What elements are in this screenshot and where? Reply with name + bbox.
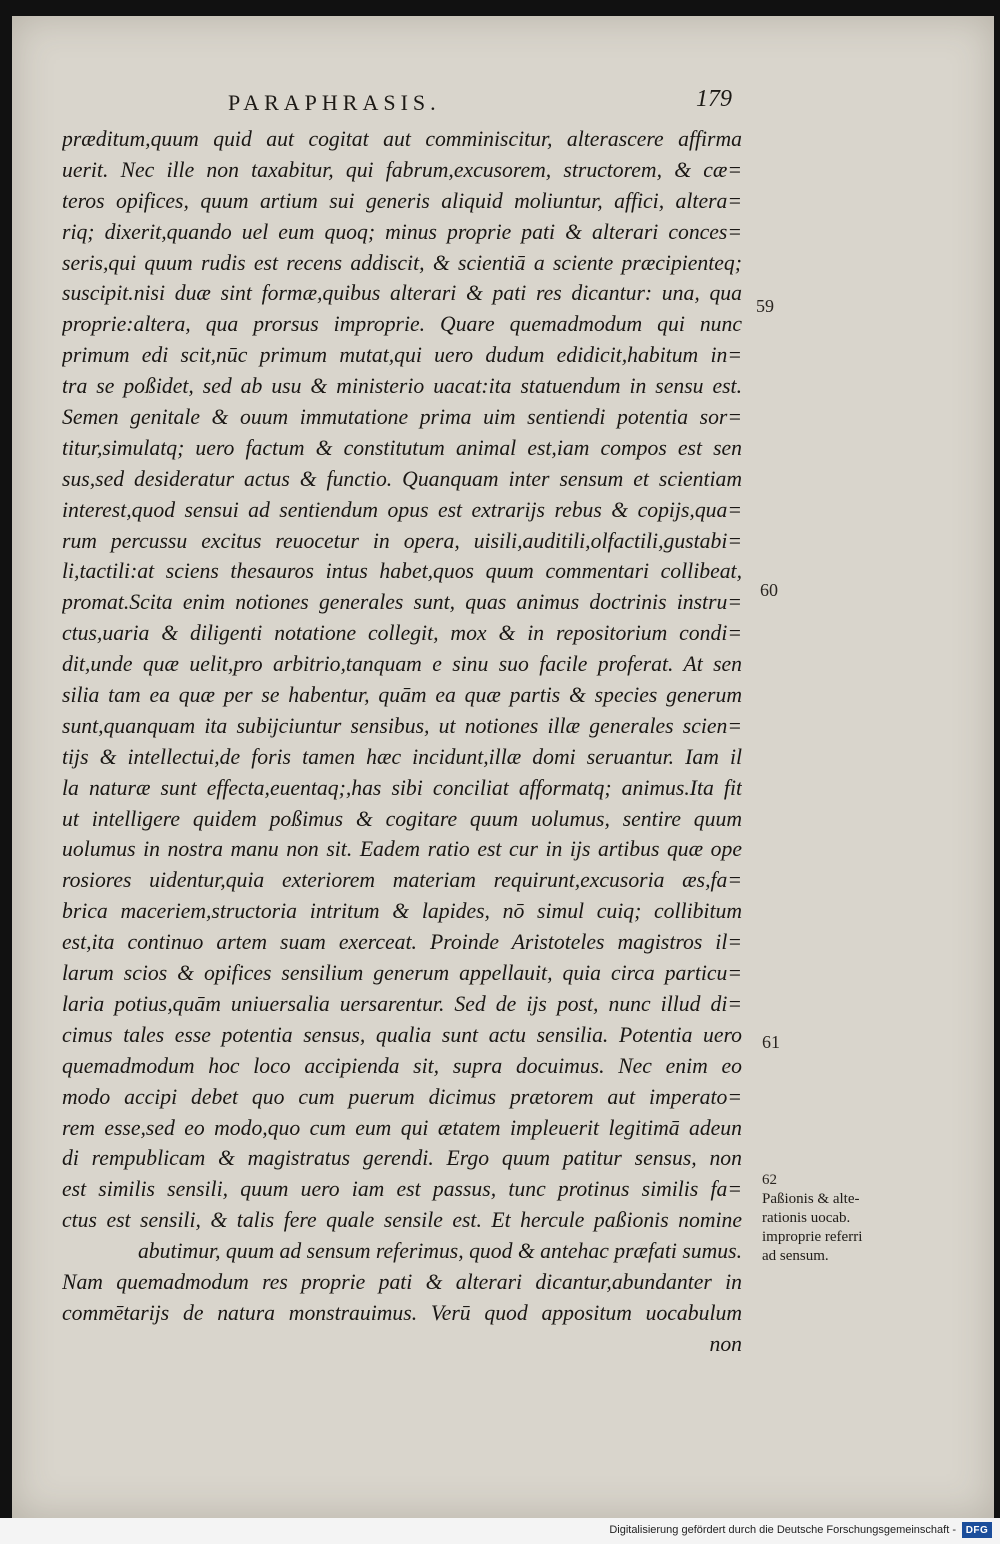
text-line: rem esse,sed eo modo,quo cum eum qui ætatem impleuerit legitimā adeun [62,1115,742,1140]
text-line: tijs & intellectui,de foris tamen hæc incidunt,illæ domi seruantur. Iam il [62,744,742,769]
text-line: li,tactili:at sciens thesauros intus habet,quos quum commentari collibeat, [62,559,742,584]
text-line: cimus tales esse potentia sensus, qualia sunt actu sensilia. Potentia uero [62,1022,742,1047]
text-line: riq; dixerit,quando uel eum quoq; minus proprie pati & alterari conces= [62,219,742,244]
text-line: est,ita continuo artem suam exerceat. Proinde Aristoteles magistros il= [62,930,742,955]
text-line: seris,qui quum rudis est recens addiscit, & scientiā a sciente præcipienteq; [62,250,742,275]
text-line: interest,quod sensui ad sentiendum opus est extrarijs rebus & copijs,qua= [62,497,742,522]
text-line: præditum,quum quid aut cogitat aut comminiscitur, alterascere affirma [62,127,742,151]
text-line: larum scios & opifices sensilium generum appellauit, quia circa particu= [62,961,742,986]
text-line: rum percussu excitus reuocetur in opera, uisili,auditili,olfactili,gustabi= [62,528,742,553]
margin-note-line: ad sensum. [762,1248,829,1264]
margin-number: 62 [762,1172,777,1188]
text-line: brica maceriem,structoria intritum & lapides, nō simul cuiq; collibitum [62,899,742,924]
text-line: commētarijs de natura monstrauimus. Verū quod appositum uocabulum [62,1300,742,1325]
margin-note-line: rationis uocab. [762,1210,851,1226]
text-line: modo accipi debet quo cum puerum dicimus prætorem aut imperato= [62,1084,742,1109]
text-line: teros opifices, quum artium sui generis aliquid moliuntur, affici, altera= [62,188,742,213]
margin-note-line: Paßionis & alte- [762,1191,860,1207]
text-line: Nam quemadmodum res proprie pati & alterari dicantur,abundanter in [62,1269,742,1294]
text-line: sus,sed desideratur actus & functio. Quanquam inter sensum et scientiam [62,466,742,491]
text-line: silia tam ea quæ per se habentur, quām ea quæ partis & species generum [62,683,742,708]
text-line: promat.Scita enim notiones generales sunt, quas animus doctrinis instru= [62,590,742,615]
text-line: ut intelligere quidem poßimus & cogitare quum uolumus, sentire quum [62,806,742,831]
body-text [62,124,742,1360]
text-line: sunt,quanquam ita subijciuntur sensibus, ut notiones illæ generales scien= [62,713,742,738]
text-line: uerit. Nec ille non taxabitur, qui fabrum,excusorem, structorem, & cæ= [62,157,742,182]
text-line: abutimur, quum ad sensum referimus, quod & antehac præfati sumus. [137,1239,742,1264]
text-line: titur,simulatq; uero factum & constitutum animal est,iam compos est sen [62,435,742,460]
margin-number: 59 [756,296,774,316]
text-line: Semen genitale & ouum immutatione prima uim sentiendi potentia sor= [62,405,742,430]
margin-note-line: improprie referri [762,1229,863,1245]
text-line: di rempublicam & magistratus gerendi. Ergo quum patitur sensus, non [62,1146,742,1171]
text-line: primum edi scit,nūc primum mutat,qui uero dudum edidicit,habitum in= [62,343,742,368]
text-line: dit,unde quæ uelit,pro arbitrio,tanquam e sinu suo facile proferat. At sen [62,652,742,677]
text-line: rosiores uidentur,quia exteriorem materiam requirunt,excusoria æs,fa= [62,868,742,893]
page-number: 179 [696,86,732,112]
text-line: laria potius,quām uniuersalia uersarentur. Sed de ijs post, nunc illud di= [62,991,742,1016]
text-line: la naturæ sunt effecta,euentaq;,has sibi conciliat afformatq; animus.Ita fit [62,775,742,800]
dfg-logo: DFG [962,1522,992,1538]
text-line: suscipit.nisi duæ sint formæ,quibus alterari & pati res dicantur: una, qua [62,281,742,306]
text-line: uolumus in nostra manu non sit. Eadem ratio est cur in ijs artibus quæ ope [62,837,742,862]
text-line: ctus,uaria & diligenti notatione collegit, mox & in repositorium condi= [62,621,742,646]
text-line: quemadmodum hoc loco accipienda sit, supra docuimus. Nec enim eo [62,1053,742,1078]
margin-number: 60 [760,580,778,600]
text-line: tra se poßidet, sed ab usu & ministerio uacat:ita statuendum in sensu est. [62,374,742,399]
text-line: est similis sensili, quum uero iam est passus, tunc protinus similis fa= [62,1177,742,1202]
text-line: non [709,1331,742,1356]
margin-number: 61 [762,1032,780,1052]
digitization-credit: Digitalisierung gefördert durch die Deutsche Forschungsgemeinschaft - [609,1524,956,1536]
text-line: ctus est sensili, & talis fere quale sensile est. Et hercule paßionis nomine [62,1208,742,1233]
text-line: proprie:altera, qua prorsus improprie. Quare quemadmodum qui nunc [62,312,742,337]
running-head: PARAPHRASIS. [228,90,441,115]
margin-note [762,1190,912,1266]
